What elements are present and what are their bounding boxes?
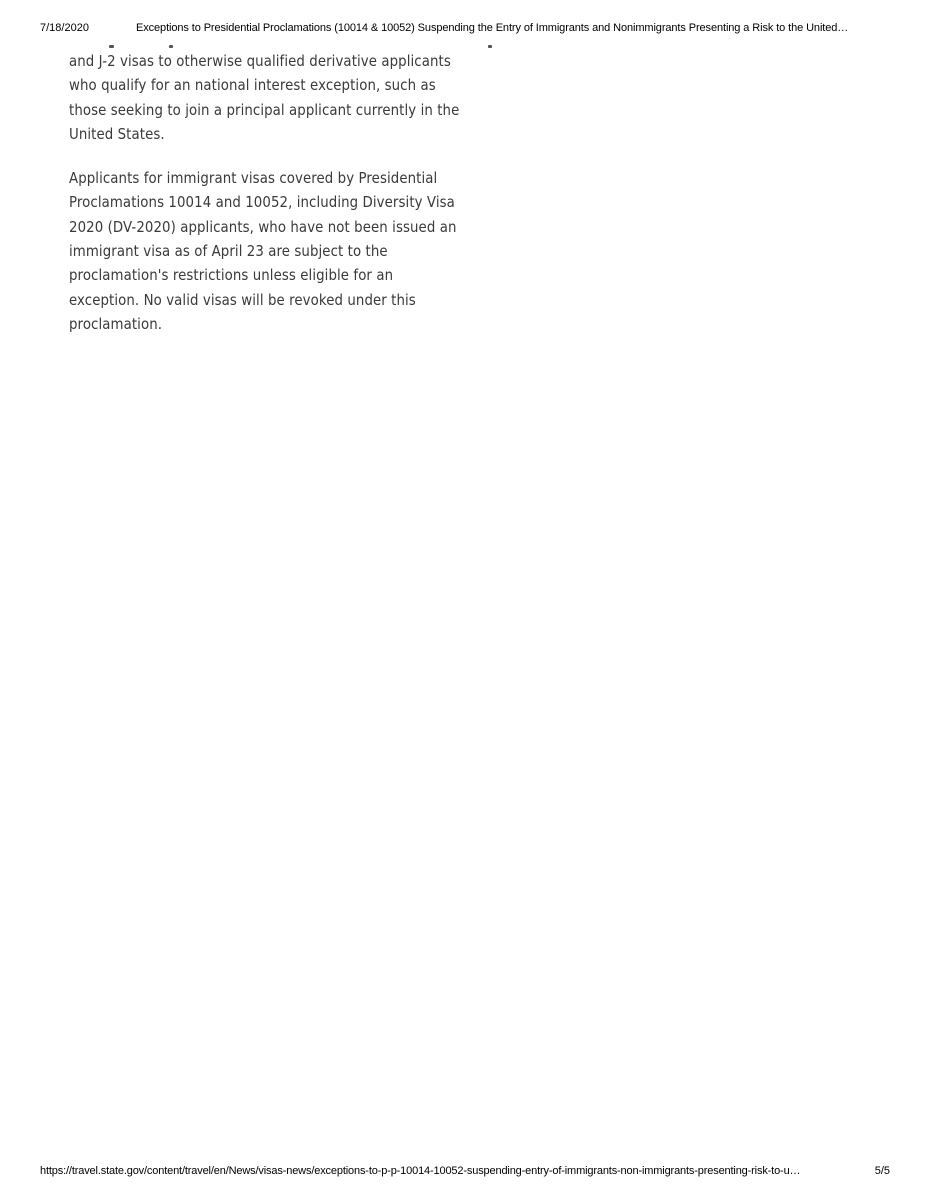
- clipped-glyph: [109, 45, 114, 48]
- page-title: Exceptions to Presidential Proclamations (10014 & 10052) Suspending the Entry of Immigrants and Nonimmigrants Presenting a Risk to the United…: [136, 22, 849, 34]
- clipped-glyph: [169, 45, 173, 48]
- clipped-previous-line: [69, 36, 493, 48]
- clipped-glyph: [488, 45, 492, 48]
- page-url: https://travel.state.gov/content/travel/en/News/visas-news/exceptions-to-p-p-10014-10052-suspending-entry-of-immigrants-non-immigrants-presenting-risk-to-u…: [40, 1165, 801, 1177]
- print-date: 7/18/2020: [40, 22, 89, 34]
- article-body: [69, 49, 499, 356]
- print-footer: [40, 1165, 890, 1183]
- page-number: 5/5: [874, 1165, 890, 1177]
- paragraph-immigrant-visas: Applicants for immigrant visas covered by Presidential Proclamations 10014 and 10052, including Diversity Visa 2020 (DV-2020) applicants, who have not been issued an immigrant visa as of April 23 are subject to the proclamation's restrictions unless eligible for an exception. No valid visas will be revoked under this proclamation.: [69, 169, 457, 333]
- paragraph-derivative-applicants: and J-2 visas to otherwise qualified derivative applicants who qualify for an national interest exception, such as those seeking to join a principal applicant currently in the United States.: [69, 52, 460, 143]
